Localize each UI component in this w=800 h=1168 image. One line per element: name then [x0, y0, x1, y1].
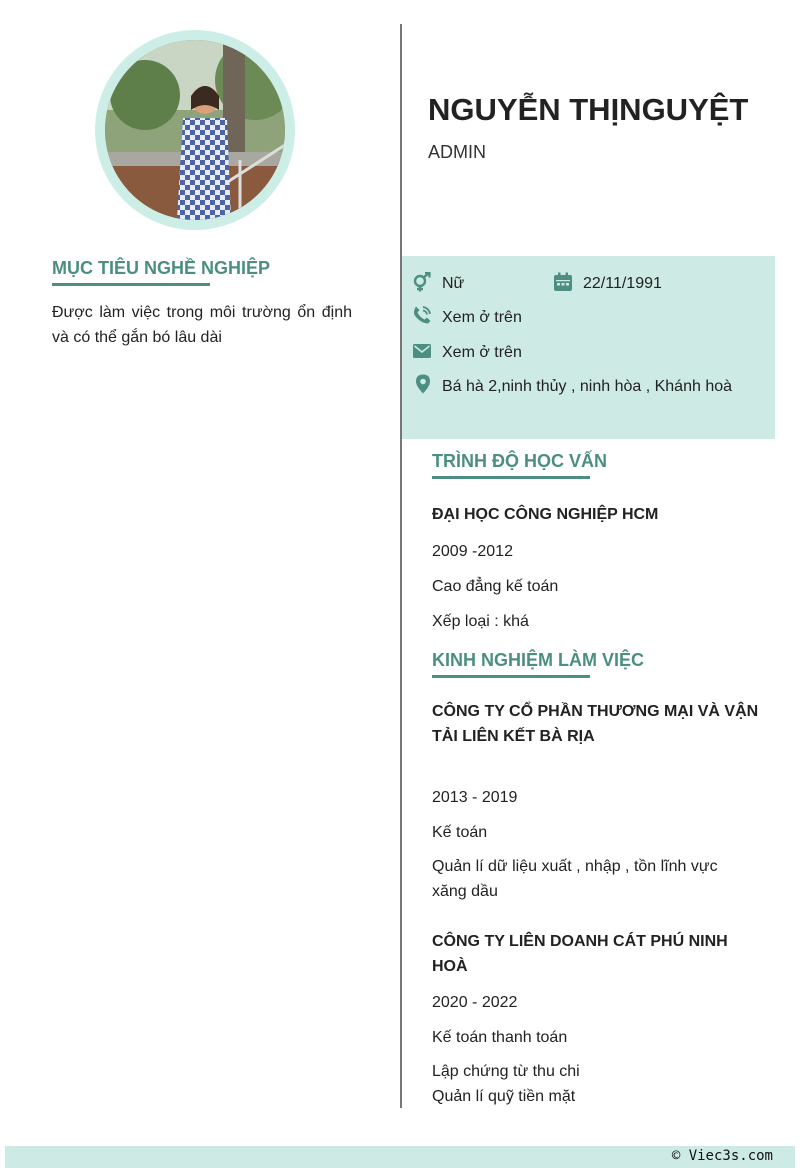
education-underline	[432, 476, 590, 479]
birthday-value: 22/11/1991	[583, 275, 662, 292]
education-degree: Cao đẳng kế toán	[432, 578, 559, 595]
gender-value: Nữ	[442, 275, 465, 292]
job-period: 2013 - 2019	[432, 789, 518, 806]
job-description: Quản lí dữ liệu xuất , nhập , tồn lĩnh vực xăng dầu	[432, 858, 718, 900]
job-description-line: Quản lí quỹ tiền mặt	[432, 1088, 576, 1105]
education-grade: Xếp loại : khá	[432, 613, 529, 630]
footer-credit[interactable]: © Viec3s.com	[671, 1148, 773, 1164]
column-divider	[400, 24, 402, 1108]
job-company: CÔNG TY CỔ PHẦN THƯƠNG MẠI VÀ VẬN TẢI LIÊN KẾT BÀ RỊA	[432, 703, 759, 745]
education-school: ĐẠI HỌC CÔNG NGHIỆP HCM	[432, 506, 659, 523]
job-position: Kế toán thanh toán	[432, 1029, 568, 1046]
job-company: CÔNG TY LIÊN DOANH CÁT PHÚ NINH HOÀ	[432, 933, 728, 975]
candidate-role: ADMIN	[428, 142, 486, 162]
address-value: Bá hà 2,ninh thủy , ninh hòa , Khánh hoà	[442, 378, 733, 395]
job-period: 2020 - 2022	[432, 994, 518, 1011]
footer-bar	[5, 1146, 795, 1168]
profile-photo	[105, 40, 285, 220]
job-description-line: Lập chứng từ thu chi	[432, 1063, 580, 1080]
phone-icon	[412, 305, 432, 325]
email-icon	[412, 341, 432, 361]
job-position: Kế toán	[432, 824, 488, 841]
candidate-name: NGUYỄN THỊNGUYỆT	[428, 92, 749, 127]
experience-title: KINH NGHIỆM LÀM VIỆC	[432, 650, 645, 670]
education-title: TRÌNH ĐỘ HỌC VẤN	[432, 451, 607, 471]
gender-icon	[412, 272, 432, 292]
objective-underline	[52, 283, 210, 286]
objective-text: Được làm việc trong môi trường ổn định và có thể gắn bó lâu dài	[52, 304, 352, 346]
education-period: 2009 -2012	[432, 543, 513, 560]
objective-title: MỤC TIÊU NGHỀ NGHIỆP	[52, 258, 271, 278]
phone-value: Xem ở trên	[442, 309, 522, 326]
calendar-icon	[553, 272, 573, 292]
email-value: Xem ở trên	[442, 344, 522, 361]
profile-avatar	[95, 30, 295, 230]
experience-underline	[432, 675, 590, 678]
location-icon	[413, 374, 433, 394]
